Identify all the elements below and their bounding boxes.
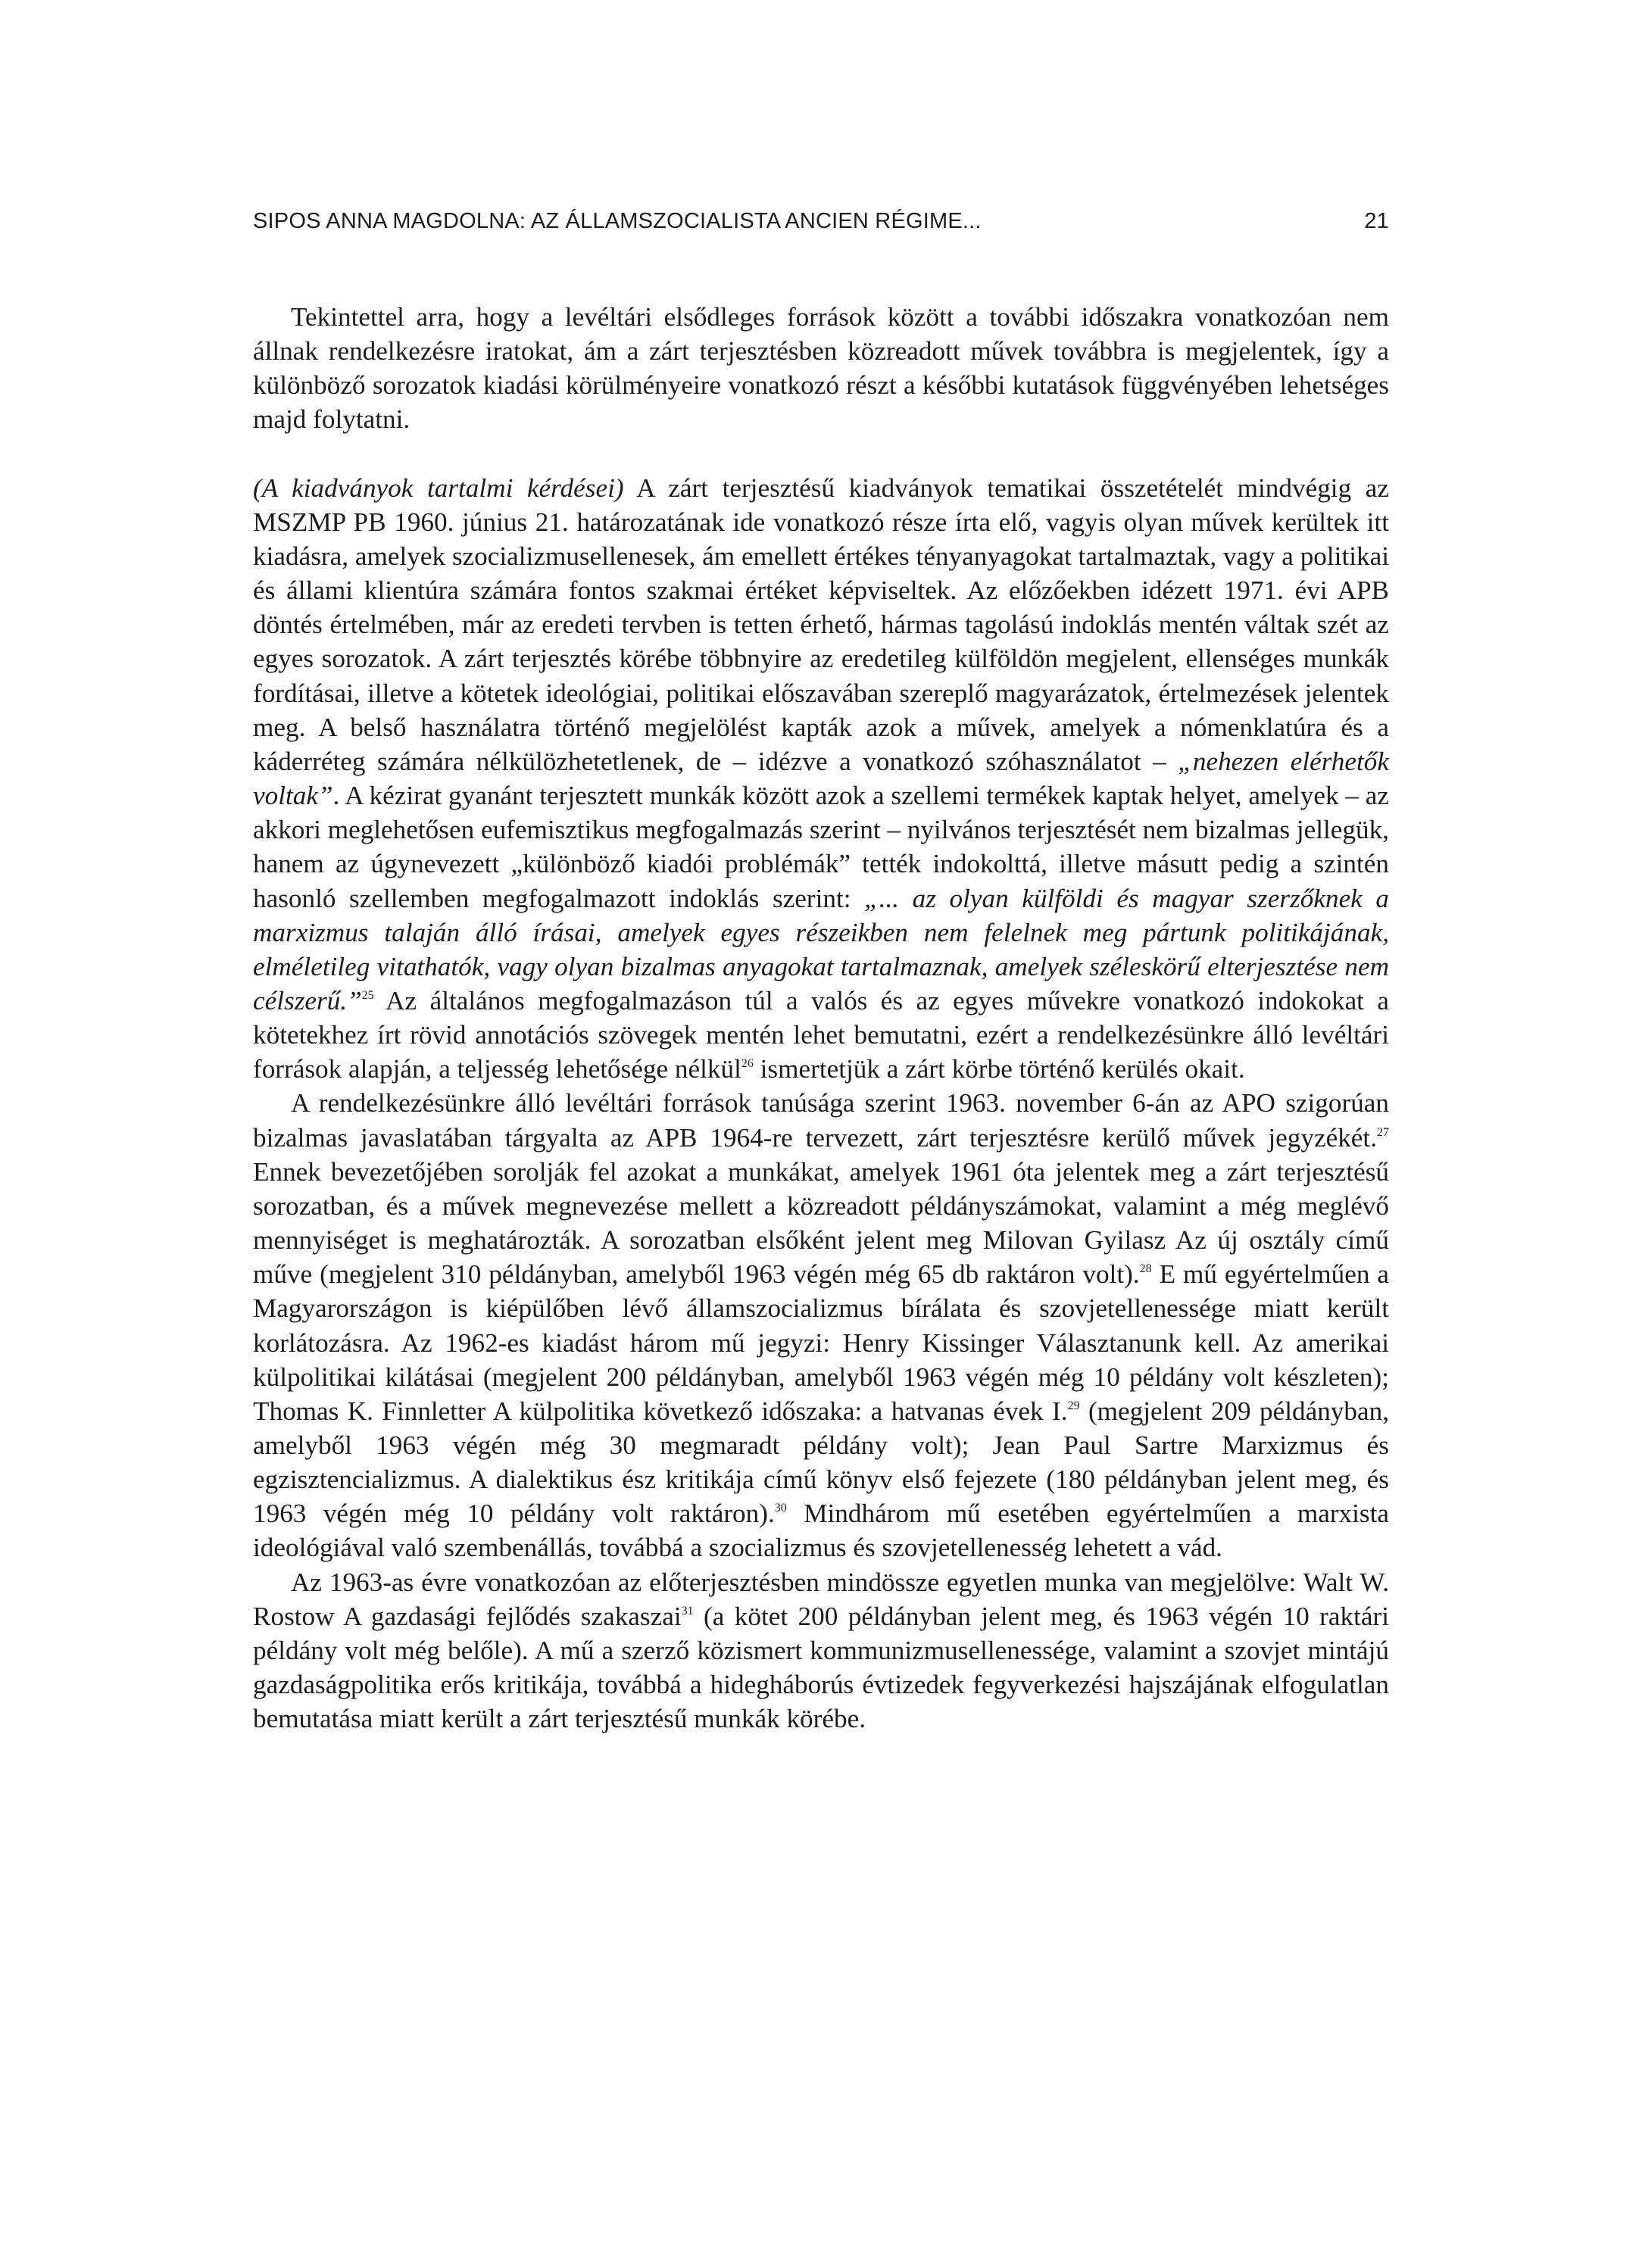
footnote-marker: 27: [1377, 1125, 1389, 1139]
text-run: . A kézirat gyanánt terjesztett munkák között azok a szellemi termékek kaptak helyet, amelyek – az akkori meglehetősen eufemisztikus megfogalmazás szerint – nyilvános terjesztését nem bizalmas jellegük, hanem az úgynevezett „különböző kiadói problémák” tették indokolttá, illetve másutt pedig a szintén hasonló szellemben megfogalmazott indoklás szerint:: [253, 781, 1389, 913]
paragraph: [253, 1086, 1389, 1565]
body-text: [253, 300, 1389, 1736]
quotation: „nehezen elérhetők voltak”: [253, 746, 1389, 811]
text-run: Ennek bevezetőjében sorolják fel azokat a munkákat, amelyek 1961 óta jelentek meg a zárt terjesztésű sorozatban, és a művek megnevezése mellett a közreadott példányszámokat, valamint a még meglévő mennyiséget is meghatározták. A sorozatban elsőként jelent meg Milovan Gyilasz Az új osztály című műve (megjelent 310 példányban, amelyből 1963 végén még 65 db raktáron volt).: [253, 1156, 1389, 1290]
text-run: (a kötet 200 példányban jelent meg, és 1963 végén 10 raktári példány volt még belőle). A mű a szerző közismert kommunizmusellenessége, valamint a szovjet mintájú gazdaságpolitika erős kritikája, továbbá a hidegháborús évtizedek fegyverkezési hajszájának elfogulatlan bemutatása miatt került a zárt terjesztésű munkák körébe.: [253, 1601, 1389, 1734]
footnote-marker: 29: [1067, 1399, 1080, 1412]
quotation: „... az olyan külföldi és magyar szerzőknek a marxizmus talaján álló írásai, amelyek egyes részeikben nem felelnek meg pártunk politikájának, elméletileg vitathatók, vagy olyan bizalmas anyagokat tartalmaznak, amelyek széleskörű elterjesztése nem célszerű.”: [253, 883, 1389, 1015]
document-page: [253, 0, 1389, 2268]
footnote-marker: 25: [361, 988, 374, 1002]
text-run: ismertetjük a zárt körbe történő kerülés okait.: [753, 1054, 1245, 1084]
footnote-marker: 28: [1139, 1262, 1152, 1276]
running-header: [253, 206, 1389, 236]
footnote-marker: 31: [681, 1604, 694, 1618]
text-run: (megjelent 209 példányban, amelyből 1963 végén még 30 megmaradt példány volt); Jean Paul Sartre Marxizmus és egzisztencializmus. A dialektikus ész kritikája című könyv első fejezete (180 példányban jelent meg, és 1963 végén még 10 példány volt raktáron).: [253, 1396, 1389, 1529]
text-run: A zárt terjesztésű kiadványok tematikai összetételét mindvégig az MSZMP PB 1960. június 21. határozatának ide vonatkozó része írta elő, vagyis olyan művek kerültek itt kiadásra, amelyek szocializmusellenesek, ám emellett értékes tényanyagokat tartalmaztak, vagy a politikai és állami klientúra számára fontos szakmai értéket képviseltek. Az előzőekben idézett 1971. évi APB döntés értelmében, már az eredeti tervben is tetten érhető, hármas tagolású indoklás mentén váltak szét az egyes sorozatok. A zárt terjesztés körébe többnyire az eredetileg külföldön megjelent, ellenséges munkák fordításai, illetve a kötetek ideológiai, politikai előszavában szereplő magyarázatok, értelmezések jelentek meg. A belső használatra történő megjelölést kapták azok a művek, amelyek a nómenklatúra és a káderréteg számára nélkülözhetetlenek, de – idézve a vonatkozó szóhasználatot –: [253, 473, 1389, 776]
footnote-marker: 26: [741, 1057, 754, 1071]
paragraph: [253, 1565, 1389, 1736]
text-run: Mindhárom mű esetében egyértelműen a marxista ideológiával való szembenállás, továbbá a szocializmus és szovjetellenesség lehetett a vád.: [253, 1499, 1389, 1563]
text-run: Az 1963-as évre vonatkozóan az előterjesztésben mindössze egyetlen munka van megjelölve: Walt W. Rostow A gazdasági fejlődés szakaszai: [253, 1567, 1389, 1631]
page-number: 21: [1364, 209, 1389, 233]
footnote-marker: 30: [774, 1502, 787, 1515]
paragraph: [253, 300, 1389, 437]
text-run: Tekintettel arra, hogy a levéltári elsődleges források között a további időszakra vonatkozóan nem állnak rendelkezésre iratokat, ám a zárt terjesztésben közreadott művek továbbra is megjelentek, így a különböző sorozatok kiadási körülményeire vonatkozó részt a későbbi kutatások függvényében lehetséges majd folytatni.: [253, 302, 1389, 435]
text-run: A rendelkezésünkre álló levéltári források tanúsága szerint 1963. november 6-án az APO szigorúan bizalmas javaslatában tárgyalta az APB 1964-re tervezett, zárt terjesztésre kerülő művek jegyzékét.: [253, 1088, 1389, 1153]
text-run: Az általános megfogalmazáson túl a valós és az egyes művekre vonatkozó indokokat a kötetekhez írt rövid annotációs szövegek mentén lehet bemutatni, ezért a rendelkezésünkre álló levéltári források alapján, a teljesség lehetősége nélkül: [253, 985, 1389, 1084]
text-run: E mű egyértelműen a Magyarországon is kiépülőben lévő államszocializmus bírálata és szovjetellenessége miatt került korlátozásra. Az 1962-es kiadást három mű jegyzi: Henry Kissinger Választanunk kell. Az amerikai külpolitikai kilátásai (megjelent 200 példányban, amelyből 1963 végén még 10 példány volt készleten); Thomas K. Finnletter A külpolitika következő időszaka: a hatvanas évek I.: [253, 1259, 1389, 1426]
running-title: SIPOS ANNA MAGDOLNA: AZ ÁLLAMSZOCIALISTA ANCIEN RÉGIME...: [253, 209, 982, 233]
paragraph: [253, 471, 1389, 1087]
section-run-in-heading: (A kiadványok tartalmi kérdései): [253, 473, 624, 503]
